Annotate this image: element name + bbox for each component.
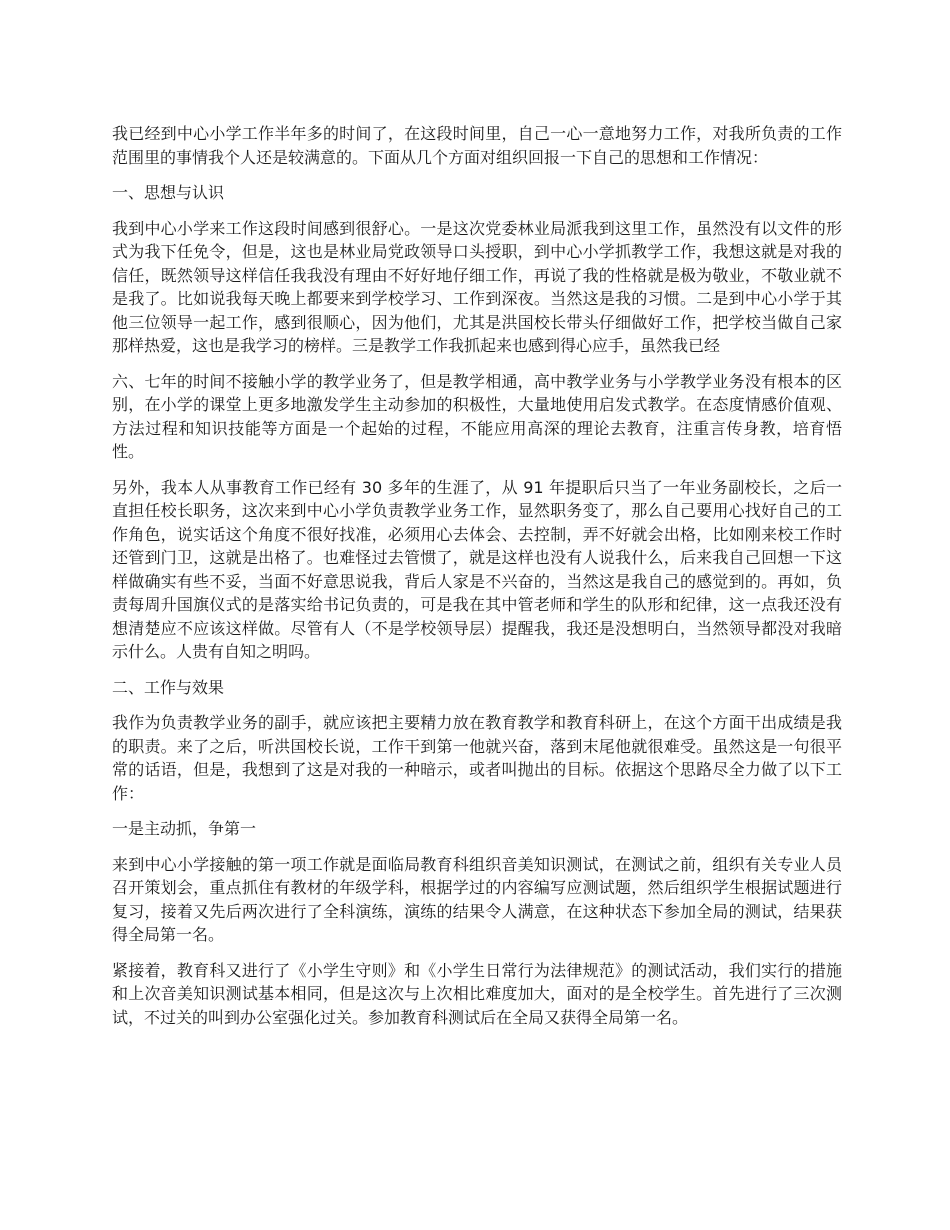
paragraph-thought-1: 我到中心小学来工作这段时间感到很舒心。一是这次党委林业局派我到这里工作，虽然没有以文件的形式为我下任免令，但是，这也是林业局党政领导口头授职，到中心小学抓教学工作，我想这就是对我的信任，既然领导这样信任我我没有理由不好好地仔细工作，再说了我的性格就是极为敬业，不敬业就不是我了。比如说我每天晚上都要来到学校学习、工作到深夜。当然这是我的习惯。二是到中心小学于其他三位领导一起工作，感到很顺心，因为他们，尤其是洪国校长带头仔细做好工作，把学校当做自己家那样热爱，这也是我学习的榜样。三是教学工作我抓起来也感到得心应手，虽然我已经 bbox=[112, 218, 842, 355]
subheading-initiative: 一是主动抓，争第一 bbox=[112, 819, 257, 838]
document-body bbox=[112, 122, 842, 1041]
section-heading-thought: 一、思想与认识 bbox=[112, 183, 225, 202]
paragraph-thought-3: 另外，我本人从事教育工作已经有 30 多年的生涯了，从 91 年提职后只当了一年业务副校长，之后一直担任校长职务，这次来到中心小学负责教学业务工作，显然职务变了，那么自己要用心找好自己的工作角色，说实话这个角度不很好找准，必须用心去体会、去控制，弄不好就会出格，比如刚来校工作时还管到门卫，这就是出格了。也难怪过去管惯了，就是这样也没有人说我什么，后来我自己回想一下这样做确实有些不妥，当面不好意思说我，背后人家是不兴奋的，当然这是我自己的感觉到的。再如，负责每周升国旗仪式的是落实给书记负责的，可是我在其中管老师和学生的队形和纪律，这一点我还没有想清楚应不应该这样做。尽管有人（不是学校领导层）提醒我，我还是没想明白，当然领导都没对我暗示什么。人贵有自知之明吗。 bbox=[112, 477, 842, 661]
paragraph-thought-2: 六、七年的时间不接触小学的教学业务了，但是教学相通，高中教学业务与小学教学业务没有根本的区别，在小学的课堂上更多地激发学生主动参加的积极性，大量地使用启发式教学。在态度情感价值观、方法过程和知识技能等方面是一个起始的过程，不能应用高深的理论去教育，注重言传身教，培育悟性。 bbox=[112, 371, 842, 461]
paragraph-work-1: 我作为负责教学业务的副手，就应该把主要精力放在教育教学和教育科研上，在这个方面干出成绩是我的职责。来了之后，听洪国校长说，工作干到第一他就兴奋，落到末尾他就很难受。虽然这是一句很平常的话语，但是，我想到了这是对我的一种暗示，或者叫抛出的目标。依据这个思路尽全力做了以下工作： bbox=[112, 713, 842, 803]
intro-paragraph: 我已经到中心小学工作半年多的时间了，在这段时间里，自己一心一意地努力工作，对我所负责的工作范围里的事情我个人还是较满意的。下面从几个方面对组织回报一下自己的思想和工作情况： bbox=[112, 124, 842, 167]
paragraph-work-3: 紧接着，教育科又进行了《小学生守则》和《小学生日常行为法律规范》的测试活动，我们实行的措施和上次音美知识测试基本相同，但是这次与上次相比难度加大，面对的是全校学生。首先进行了三次测试，不过关的叫到办公室强化过关。参加教育科测试后在全局又获得全局第一名。 bbox=[112, 960, 842, 1027]
paragraph-work-2: 来到中心小学接触的第一项工作就是面临局教育科组织音美知识测试，在测试之前，组织有关专业人员召开策划会，重点抓住有教材的年级学科，根据学过的内容编写应测试题，然后组织学生根据试题进行复习，接着又先后两次进行了全科演练，演练的结果令人满意，在这种状态下参加全局的测试，结果获得全局第一名。 bbox=[112, 854, 842, 944]
section-heading-work: 二、工作与效果 bbox=[112, 677, 225, 697]
